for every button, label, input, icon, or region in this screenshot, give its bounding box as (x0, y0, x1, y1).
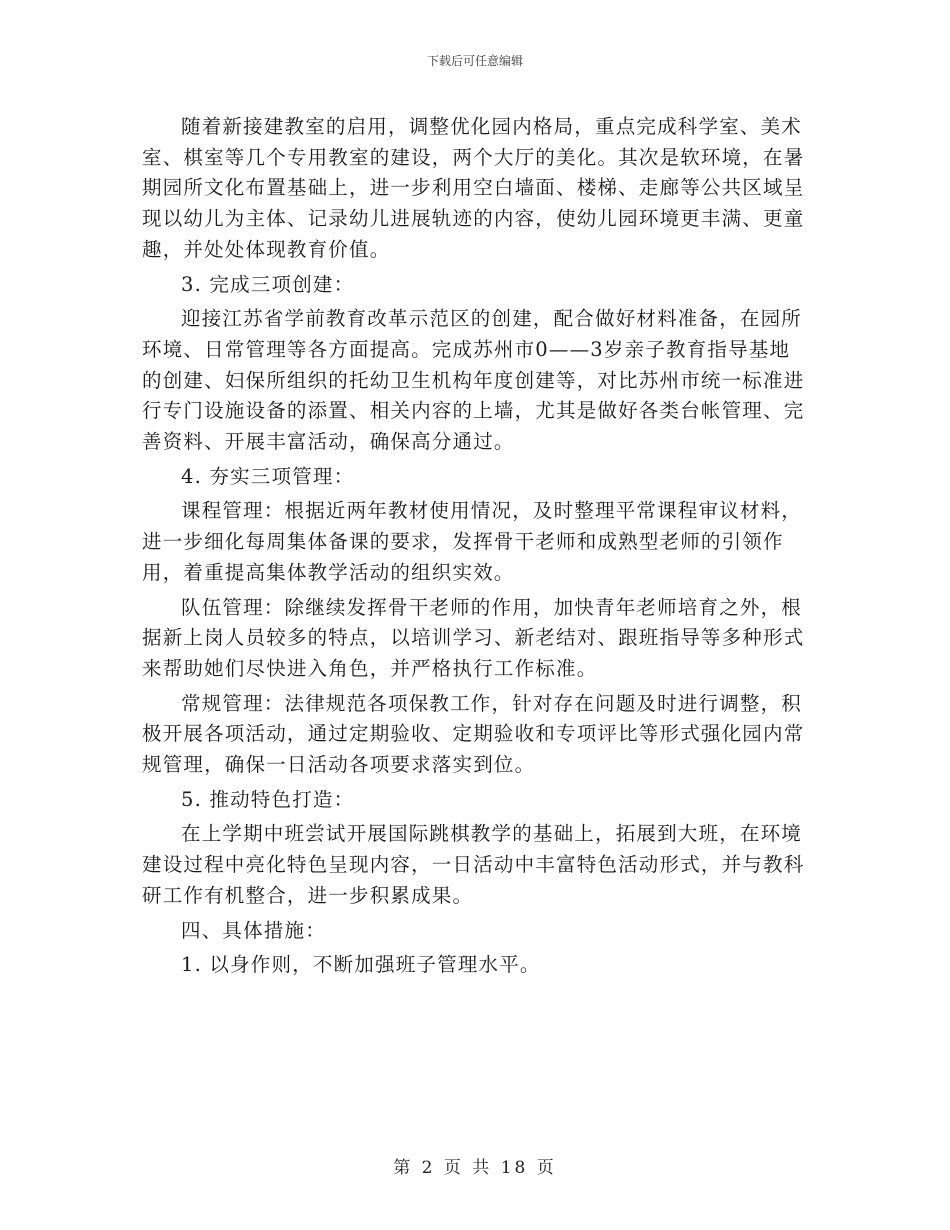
paragraph-team-management: 队伍管理：除继续发挥骨干老师的作用，加快青年老师培育之外，根据新上岗人员较多的特点，以培训学习、新老结对、跟班指导等多种形式来帮助她们尽快进入角色，并严格执行工作标准。 (142, 595, 805, 680)
heading-item-4: 4. 夯实三项管理： (181, 464, 355, 488)
paragraph-environment: 随着新接建教室的启用，调整优化园内格局，重点完成科学室、美术室、棋室等几个专用教室的建设，两个大厅的美化。其次是软环境，在暑期园所文化布置基础上，进一步利用空白墙面、楼梯、走廊等公共区域呈现以幼儿为主体、记录幼儿进展轨迹的内容，使幼儿园环境更丰满、更童趣，并处处体现教育价值。 (142, 115, 805, 261)
measure-item-1: 1. 以身作则，不断加强班子管理水平。 (181, 953, 541, 977)
paragraph-creation: 迎接江苏省学前教育改革示范区的创建，配合做好材料准备，在园所环境、日常管理等各方面提高。完成苏州市0——3岁亲子教育指导基地的创建、妇保所组织的托幼卫生机构年度创建等，对比苏州市统一标准进行专门设施设备的添置、相关内容的上墙，尤其是做好各类台帐管理、完善资料、开展丰富活动，确保高分通过。 (142, 307, 805, 454)
paragraph-curriculum-management: 课程管理：根据近两年教材使用情况，及时整理平常课程审议材料，进一步细化每周集体备课的要求，发挥骨干老师和成熟型老师的引领作用，着重提高集体教学活动的组织实效。 (142, 499, 803, 584)
heading-item-5: 5. 推动特色打造： (181, 787, 355, 811)
body-text (142, 112, 808, 985)
paragraph-feature: 在上学期中班尝试开展国际跳棋教学的基础上，拓展到大班，在环境建设过程中亮化特色呈现内容，一日活动中丰富特色活动形式，并与教科研工作有机整合，进一步积累成果。 (142, 822, 805, 907)
heading-item-3: 3. 完成三项创建： (181, 272, 355, 296)
page-number: 第 2 页 共 18 页 (393, 1158, 557, 1178)
section-heading-measures: 四、具体措施： (181, 918, 326, 942)
paragraph-routine-management: 常规管理：法律规范各项保教工作，针对存在问题及时进行调整，积极开展各项活动，通过定期验收、定期验收和专项评比等形式强化园内常规管理，确保一日活动各项要求落实到位。 (142, 691, 805, 777)
page-header-note: 下载后可任意编辑 (426, 54, 523, 68)
